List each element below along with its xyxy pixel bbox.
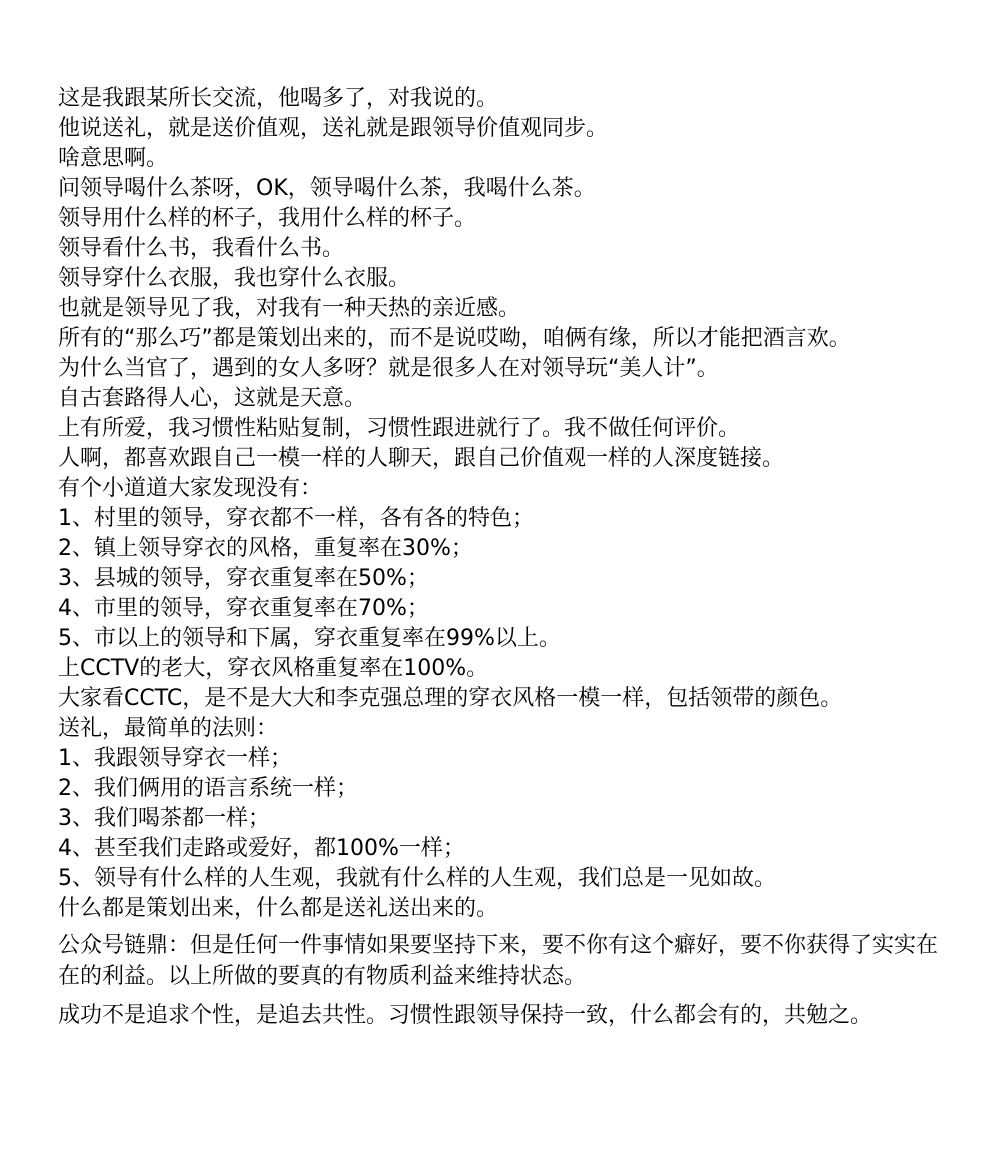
list-item: 4、市里的领导，穿衣重复率在70%； bbox=[58, 596, 429, 621]
list-item: 4、甚至我们走路或爱好，都100%一样； bbox=[58, 836, 465, 861]
text-line: 送礼，最简单的法则： bbox=[58, 716, 279, 741]
text-line: 所有的“那么巧”都是策划出来的，而不是说哎呦，咱俩有缘，所以才能把酒言欢。 bbox=[58, 326, 851, 351]
text-line: 他说送礼，就是送价值观，送礼就是跟领导价值观同步。 bbox=[58, 116, 609, 141]
text-line: 问领导喝什么茶呀，OK，领导喝什么茶，我喝什么茶。 bbox=[58, 176, 596, 201]
text-line: 这是我跟某所长交流，他喝多了，对我说的。 bbox=[58, 86, 499, 111]
text-line: 有个小道道大家发现没有： bbox=[58, 476, 323, 501]
text-line: 为什么当官了，遇到的女人多呀？就是很多人在对领导玩“美人计”。 bbox=[58, 356, 719, 381]
text-line: 自古套路得人心，这就是天意。 bbox=[58, 386, 367, 411]
text-line: 人啊，都喜欢跟自己一模一样的人聊天，跟自己价值观一样的人深度链接。 bbox=[58, 446, 785, 471]
list-item: 3、我们喝茶都一样； bbox=[58, 806, 270, 831]
text-line: 大家看CCTC，是不是大大和李克强总理的穿衣风格一模一样，包括领带的颜色。 bbox=[58, 686, 843, 711]
text-line: 啥意思啊。 bbox=[58, 146, 169, 171]
list-item: 1、村里的领导，穿衣都不一样，各有各的特色； bbox=[58, 506, 534, 531]
closing-paragraph: 公众号链鼎：但是任何一件事情如果要坚持下来，要不你有这个癖好，要不你获得了实实在在的利益。以上所做的要真的有物质利益来维持状态。 bbox=[58, 933, 939, 989]
text-line: 上有所爱，我习惯性粘贴复制，习惯性跟进就行了。我不做任何评价。 bbox=[58, 416, 741, 441]
text-line: 领导穿什么衣服，我也穿什么衣服。 bbox=[58, 266, 411, 291]
text-line: 也就是领导见了我，对我有一种天热的亲近感。 bbox=[58, 296, 521, 321]
text-line: 上CCTV的老大，穿衣风格重复率在100%。 bbox=[58, 656, 489, 681]
list-item: 1、我跟领导穿衣一样； bbox=[58, 746, 292, 771]
text-line: 什么都是策划出来，什么都是送礼送出来的。 bbox=[58, 896, 499, 921]
list-item: 5、领导有什么样的人生观，我就有什么样的人生观，我们总是一见如故。 bbox=[58, 866, 776, 891]
document-body bbox=[58, 86, 958, 1035]
list-item: 3、县城的领导，穿衣重复率在50%； bbox=[58, 566, 429, 591]
list-item: 2、我们俩用的语言系统一样； bbox=[58, 776, 358, 801]
conclusion-paragraph: 成功不是追求个性，是追去共性。习惯性跟领导保持一致，什么都会有的，共勉之。 bbox=[58, 1003, 873, 1028]
list-item: 2、镇上领导穿衣的风格，重复率在30%； bbox=[58, 536, 473, 561]
text-line: 领导看什么书，我看什么书。 bbox=[58, 236, 345, 261]
list-item: 5、市以上的领导和下属，穿衣重复率在99%以上。 bbox=[58, 626, 561, 651]
text-line: 领导用什么样的杯子，我用什么样的杯子。 bbox=[58, 206, 477, 231]
